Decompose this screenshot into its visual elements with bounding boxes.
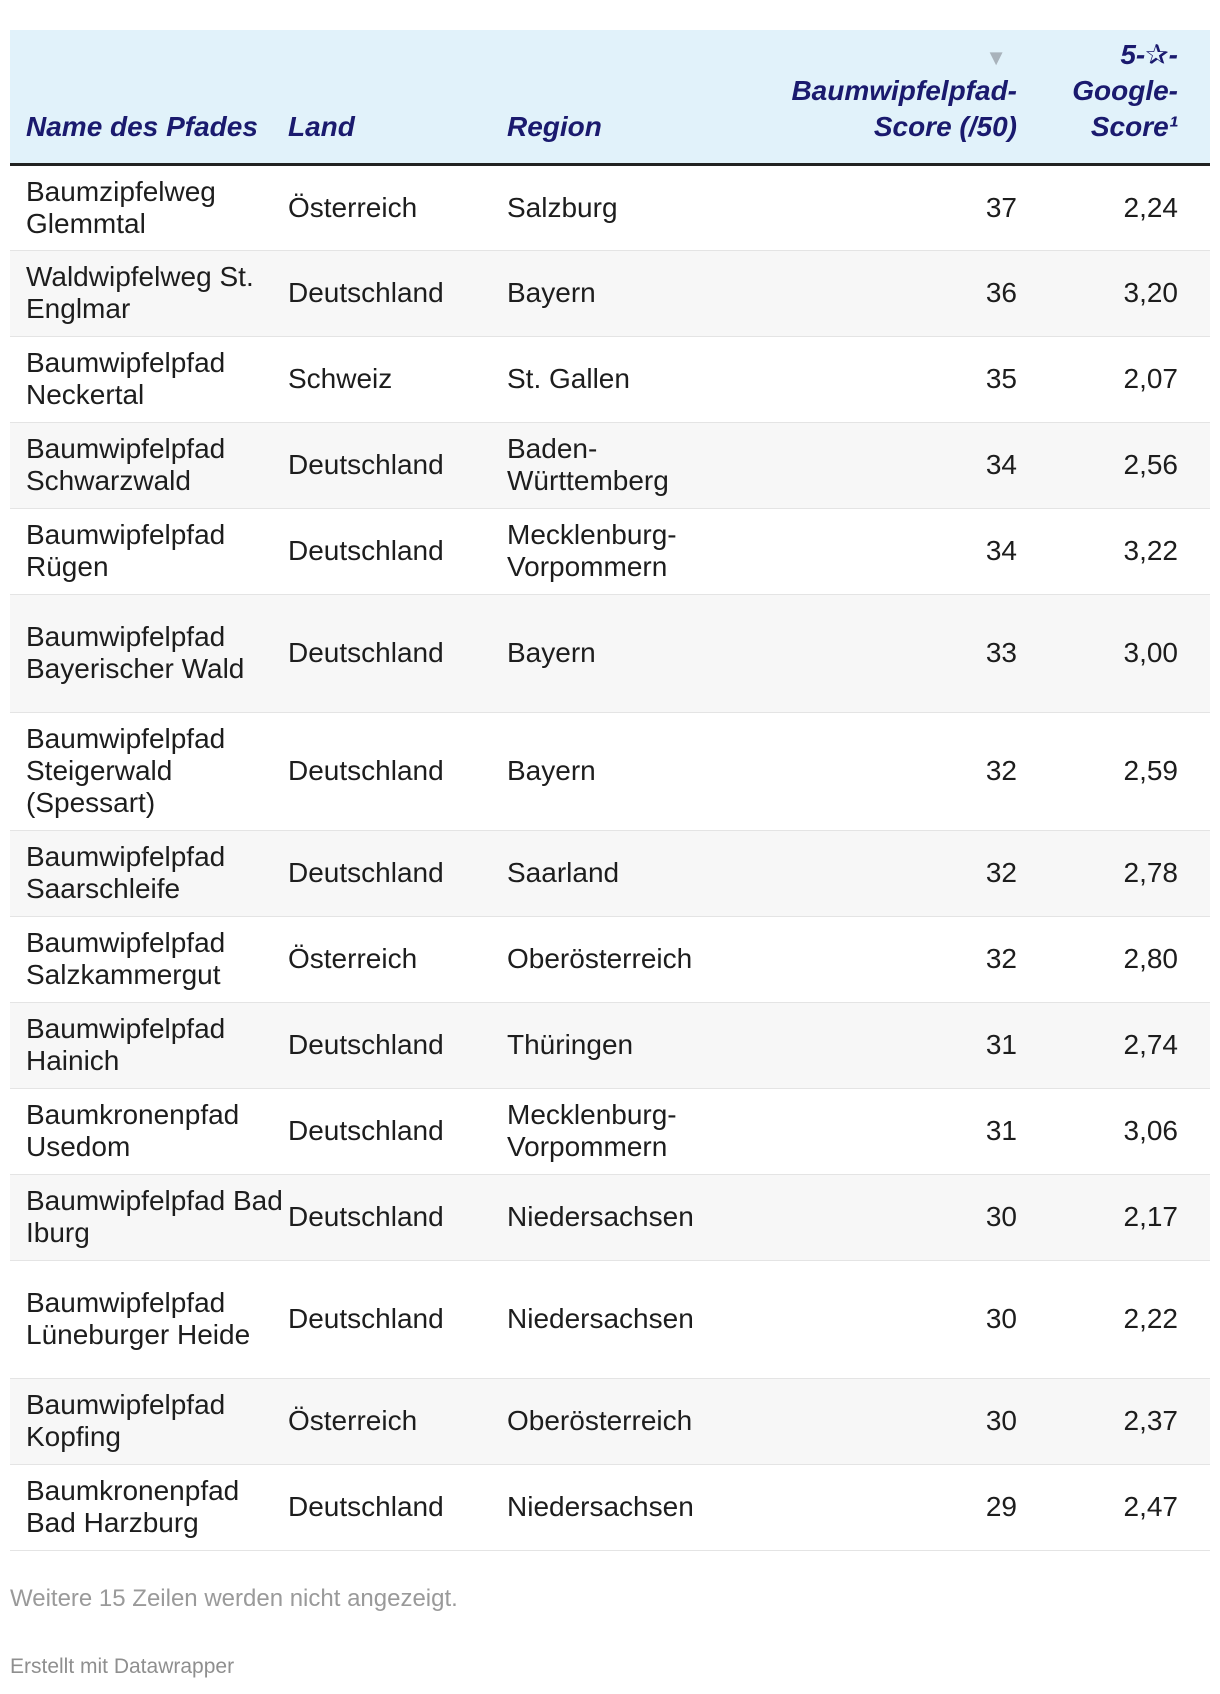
cell-land: Deutschland (288, 712, 507, 830)
table-body (10, 164, 1210, 1550)
cell-region: Bayern (507, 712, 747, 830)
cell-google-score: 2,56 (1017, 422, 1210, 508)
cell-region: Salzburg (507, 164, 747, 250)
cell-region: Bayern (507, 594, 747, 712)
cell-google-score: 2,22 (1017, 1260, 1210, 1378)
cell-google-score: 2,78 (1017, 830, 1210, 916)
table-row (10, 594, 1210, 712)
sort-descending-icon: ▼ (985, 44, 1007, 70)
cell-land: Deutschland (288, 594, 507, 712)
column-header-score[interactable]: ▼ Baumwipfelpfad-Score (/50) (747, 30, 1017, 164)
table-row (10, 1002, 1210, 1088)
cell-name: Baumwipfelpfad Bad Iburg (10, 1174, 288, 1260)
cell-region: Oberösterreich (507, 916, 747, 1002)
cell-google-score: 2,74 (1017, 1002, 1210, 1088)
cell-land: Deutschland (288, 1464, 507, 1550)
data-table-container (10, 30, 1210, 1551)
table-row (10, 916, 1210, 1002)
cell-land: Deutschland (288, 1002, 507, 1088)
table-header-row (10, 30, 1210, 164)
cell-google-score: 2,80 (1017, 916, 1210, 1002)
table-row (10, 830, 1210, 916)
cell-region: Niedersachsen (507, 1464, 747, 1550)
table-row (10, 1260, 1210, 1378)
table-row (10, 1088, 1210, 1174)
table-row (10, 1174, 1210, 1260)
cell-google-score: 2,07 (1017, 336, 1210, 422)
cell-name: Baumwipfelpfad Steigerwald (Spessart) (10, 712, 288, 830)
cell-region: Niedersachsen (507, 1174, 747, 1260)
cell-region: Mecklenburg-Vorpommern (507, 508, 747, 594)
cell-name: Baumwipfelpfad Hainich (10, 1002, 288, 1088)
cell-google-score: 3,06 (1017, 1088, 1210, 1174)
column-header-name[interactable]: Name des Pfades (10, 30, 288, 164)
table-row (10, 1378, 1210, 1464)
cell-name: Waldwipfelweg St. Englmar (10, 250, 288, 336)
cell-land: Österreich (288, 164, 507, 250)
cell-land: Deutschland (288, 422, 507, 508)
hidden-rows-note: Weitere 15 Zeilen werden nicht angezeigt. (10, 1585, 458, 1612)
cell-region: Bayern (507, 250, 747, 336)
column-header-google-score[interactable]: 5-✰-Google-Score¹ (1017, 30, 1210, 164)
cell-name: Baumwipfelpfad Lüneburger Heide (10, 1260, 288, 1378)
table-row (10, 164, 1210, 250)
cell-name: Baumwipfelpfad Saarschleife (10, 830, 288, 916)
table-row (10, 508, 1210, 594)
cell-land: Deutschland (288, 1260, 507, 1378)
cell-score: 37 (747, 164, 1017, 250)
cell-region: Mecklenburg-Vorpommern (507, 1088, 747, 1174)
cell-land: Deutschland (288, 508, 507, 594)
cell-google-score: 2,59 (1017, 712, 1210, 830)
table-row (10, 712, 1210, 830)
cell-land: Österreich (288, 1378, 507, 1464)
cell-name: Baumwipfelpfad Schwarzwald (10, 422, 288, 508)
column-header-land[interactable]: Land (288, 30, 507, 164)
cell-land: Deutschland (288, 1088, 507, 1174)
cell-score: 30 (747, 1174, 1017, 1260)
cell-google-score: 2,24 (1017, 164, 1210, 250)
data-table (10, 30, 1210, 1551)
cell-score: 32 (747, 916, 1017, 1002)
cell-region: Saarland (507, 830, 747, 916)
cell-name: Baumwipfelpfad Bayerischer Wald (10, 594, 288, 712)
cell-region: Oberösterreich (507, 1378, 747, 1464)
cell-google-score: 2,47 (1017, 1464, 1210, 1550)
cell-score: 29 (747, 1464, 1017, 1550)
cell-name: Baumzipfelweg Glemmtal (10, 164, 288, 250)
cell-score: 33 (747, 594, 1017, 712)
cell-land: Deutschland (288, 1174, 507, 1260)
cell-region: Thüringen (507, 1002, 747, 1088)
cell-score: 34 (747, 422, 1017, 508)
cell-name: Baumkronenpfad Bad Harzburg (10, 1464, 288, 1550)
cell-score: 34 (747, 508, 1017, 594)
cell-region: St. Gallen (507, 336, 747, 422)
cell-region: Baden-Württemberg (507, 422, 747, 508)
cell-score: 32 (747, 712, 1017, 830)
cell-score: 36 (747, 250, 1017, 336)
datawrapper-credit[interactable]: Erstellt mit Datawrapper (10, 1655, 235, 1678)
cell-name: Baumwipfelpfad Salzkammergut (10, 916, 288, 1002)
cell-score: 35 (747, 336, 1017, 422)
cell-score: 31 (747, 1088, 1017, 1174)
cell-google-score: 3,20 (1017, 250, 1210, 336)
cell-google-score: 2,17 (1017, 1174, 1210, 1260)
column-header-region[interactable]: Region (507, 30, 747, 164)
cell-score: 30 (747, 1260, 1017, 1378)
table-row (10, 1464, 1210, 1550)
cell-name: Baumwipfelpfad Rügen (10, 508, 288, 594)
table-row (10, 336, 1210, 422)
cell-google-score: 2,37 (1017, 1378, 1210, 1464)
cell-score: 30 (747, 1378, 1017, 1464)
table-row (10, 250, 1210, 336)
cell-land: Deutschland (288, 250, 507, 336)
cell-region: Niedersachsen (507, 1260, 747, 1378)
cell-google-score: 3,00 (1017, 594, 1210, 712)
cell-land: Österreich (288, 916, 507, 1002)
table-row (10, 422, 1210, 508)
cell-google-score: 3,22 (1017, 508, 1210, 594)
cell-score: 31 (747, 1002, 1017, 1088)
cell-name: Baumwipfelpfad Neckertal (10, 336, 288, 422)
cell-land: Schweiz (288, 336, 507, 422)
cell-score: 32 (747, 830, 1017, 916)
cell-land: Deutschland (288, 830, 507, 916)
cell-name: Baumkronenpfad Usedom (10, 1088, 288, 1174)
cell-name: Baumwipfelpfad Kopfing (10, 1378, 288, 1464)
